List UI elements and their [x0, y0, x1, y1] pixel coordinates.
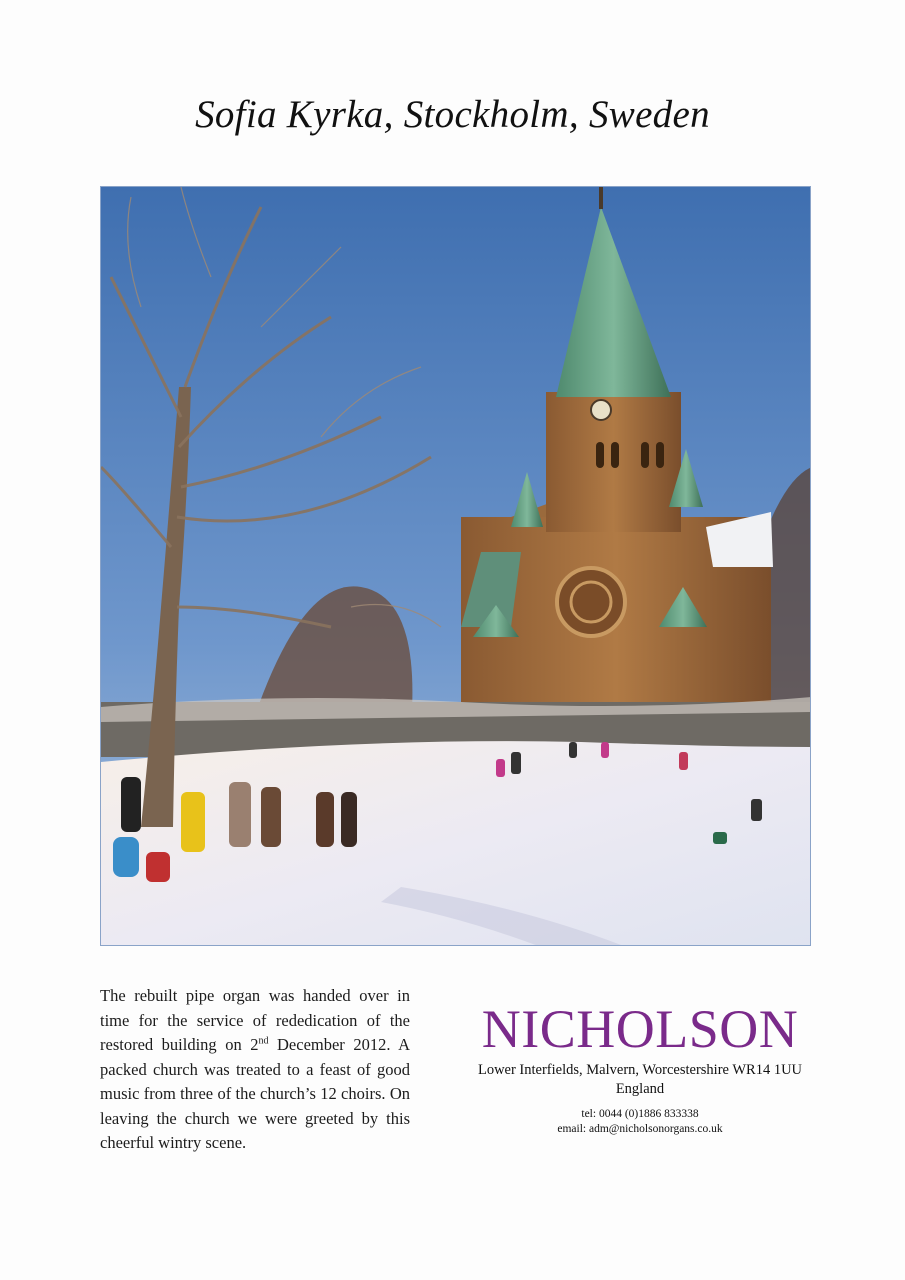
page-title: Sofia Kyrka, Stockholm, Sweden [195, 93, 710, 136]
church-photo [100, 186, 811, 946]
telephone: tel: 0044 (0)1886 833338 [581, 1108, 699, 1120]
address-country: England [615, 1081, 665, 1097]
company-address [460, 1061, 820, 1099]
description-part-1: The rebuilt pipe organ was handed over in time for the service of rededication of the restored building on 2 [100, 986, 410, 1054]
description-part-2: December 2012. A packed church was treated to a feast of good music from three of the church’s 12 choirs. On leaving the church we were greeted by this cheerful wintry scene. [100, 1035, 410, 1152]
email[interactable]: email: adm@nicholsonorgans.co.uk [557, 1123, 723, 1135]
company-block [460, 1000, 820, 1137]
company-logo-name: NICHOLSON [481, 999, 799, 1059]
ordinal-suffix: nd [258, 1035, 269, 1047]
company-contact [460, 1107, 820, 1137]
address-line: Lower Interfields, Malvern, Worcestershire WR14 1UU [477, 1062, 803, 1078]
description-text [100, 984, 410, 1156]
